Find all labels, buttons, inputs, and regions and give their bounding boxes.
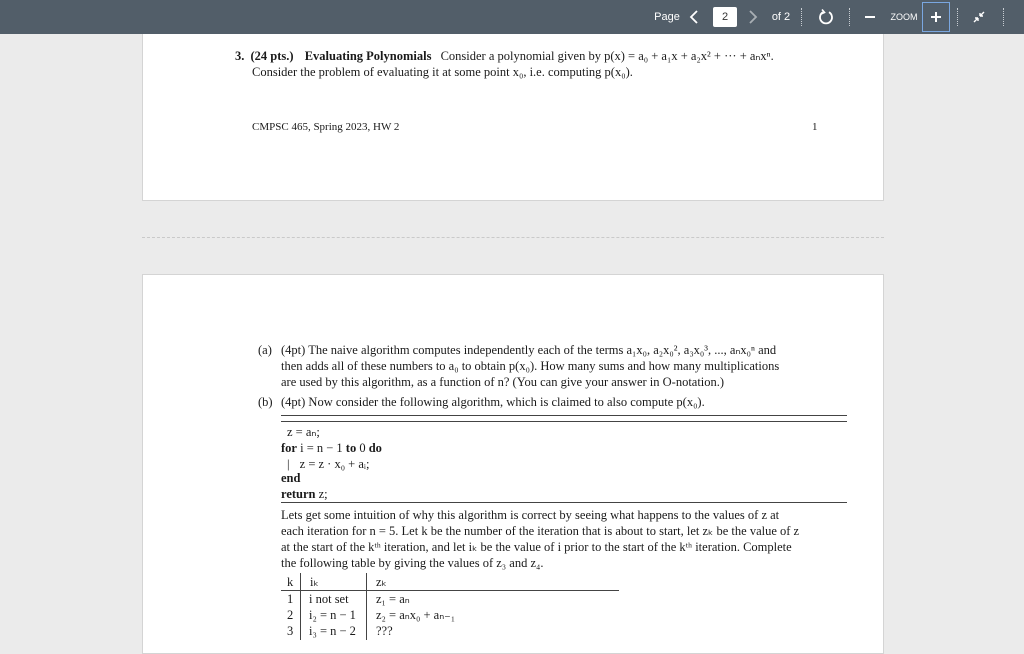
previous-page-button[interactable] [686, 0, 702, 34]
toolbar-divider [957, 8, 959, 26]
for-keyword: for [281, 441, 297, 455]
next-page-button[interactable] [744, 0, 762, 34]
to-keyword: to [345, 441, 357, 455]
for-range: i = n − 1 [300, 441, 343, 455]
algorithm-top-rule [281, 415, 847, 416]
table-header-i: iₖ [310, 575, 319, 589]
page-number-input[interactable]: 2 [713, 7, 737, 27]
table-cell: 3 [287, 624, 294, 638]
toolbar-divider [801, 8, 803, 26]
explain-line-4: the following table by giving the values of z₃ and z₄. [281, 556, 544, 570]
table-divider [300, 573, 301, 640]
viewer-toolbar [0, 0, 1024, 34]
page-footer-course: CMPSC 465, Spring 2023, HW 2 [252, 121, 400, 133]
collapse-button[interactable] [966, 0, 992, 34]
table-cell: ??? [376, 624, 393, 638]
zoom-in-button[interactable] [922, 2, 950, 32]
plus-icon [930, 11, 942, 23]
part-a-line-2: then adds all of these numbers to a₀ to obtain p(x₀). How many sums and how many multiplications [281, 359, 780, 373]
algorithm-top-rule [281, 421, 847, 422]
algorithm-end-line [281, 470, 300, 486]
loop-body: z = z · x₀ + aᵢ; [299, 457, 370, 471]
algorithm-for-line [281, 440, 382, 456]
end-keyword: end [281, 471, 301, 485]
table-divider [366, 573, 367, 640]
part-a-label: (a) [258, 343, 272, 357]
part-a-line-3: are used by this algorithm, as a function of n? (You can give your answer in O-notation.) [281, 375, 725, 389]
algorithm-line-1: z = aₙ; [287, 425, 320, 439]
rotate-icon [818, 9, 834, 25]
algorithm-return-line [281, 486, 328, 502]
part-b-line: (4pt) Now consider the following algorithm, which is claimed to also compute p(x₀). [281, 395, 705, 409]
problem-heading [235, 48, 774, 64]
part-a-line-1: (4pt) The naive algorithm computes independently each of the terms a₁x₀, a₂x₀², a₃x₀³, ..., aₙx₀ⁿ and [281, 343, 777, 357]
table-header-k: k [287, 575, 294, 589]
zoom-label: ZOOM [890, 12, 918, 22]
problem-points: (24 pts.) [250, 49, 294, 63]
loop-body-bar: | [287, 457, 290, 471]
return-value: z; [318, 487, 328, 501]
problem-title: Evaluating Polynomials [304, 49, 432, 63]
table-cell: 2 [287, 608, 294, 622]
page-count: of 2 [771, 11, 791, 23]
table-cell: z₂ = aₙx₀ + aₙ₋₁ [376, 608, 456, 622]
collapse-icon [972, 10, 986, 24]
table-cell: 1 [287, 592, 294, 606]
to-value: 0 [359, 441, 366, 455]
minus-icon [864, 11, 876, 23]
page-separator [142, 237, 884, 238]
part-b-label: (b) [258, 395, 273, 409]
toolbar-divider [849, 8, 851, 26]
return-keyword: return [281, 487, 316, 501]
problem-intro: Consider a polynomial given by p(x) = a₀ + a₁x + a₂x² + ··· + aₙxⁿ. [440, 49, 774, 63]
chevron-right-icon [748, 10, 758, 24]
problem-line-2: Consider the problem of evaluating it at some point x₀, i.e. computing p(x₀). [252, 65, 633, 79]
chevron-left-icon [689, 10, 699, 24]
table-header-z: zₖ [376, 575, 387, 589]
table-cell: i₃ = n − 2 [309, 624, 356, 638]
rotate-button[interactable] [813, 0, 839, 34]
explain-line-1: Lets get some intuition of why this algorithm is correct by seeing what happens to the values of z at [281, 508, 780, 522]
table-cell: i not set [309, 592, 349, 606]
document-page-2 [142, 274, 884, 654]
toolbar-divider [1003, 8, 1005, 26]
page-label: Page [654, 11, 680, 23]
do-keyword: do [368, 441, 382, 455]
problem-number: 3. [235, 49, 245, 63]
page-footer-number: 1 [812, 121, 818, 133]
table-cell: z₁ = aₙ [376, 592, 410, 606]
table-cell: i₂ = n − 1 [309, 608, 356, 622]
explain-line-2: each iteration for n = 5. Let k be the number of the iteration that is about to start, let zₖ be the value of z [281, 524, 800, 538]
explain-line-3: at the start of the kᵗʰ iteration, and let iₖ be the value of i prior to the start of the kᵗʰ iteration. Complete [281, 540, 792, 554]
algorithm-bottom-rule [281, 502, 847, 503]
zoom-out-button[interactable] [860, 0, 880, 34]
